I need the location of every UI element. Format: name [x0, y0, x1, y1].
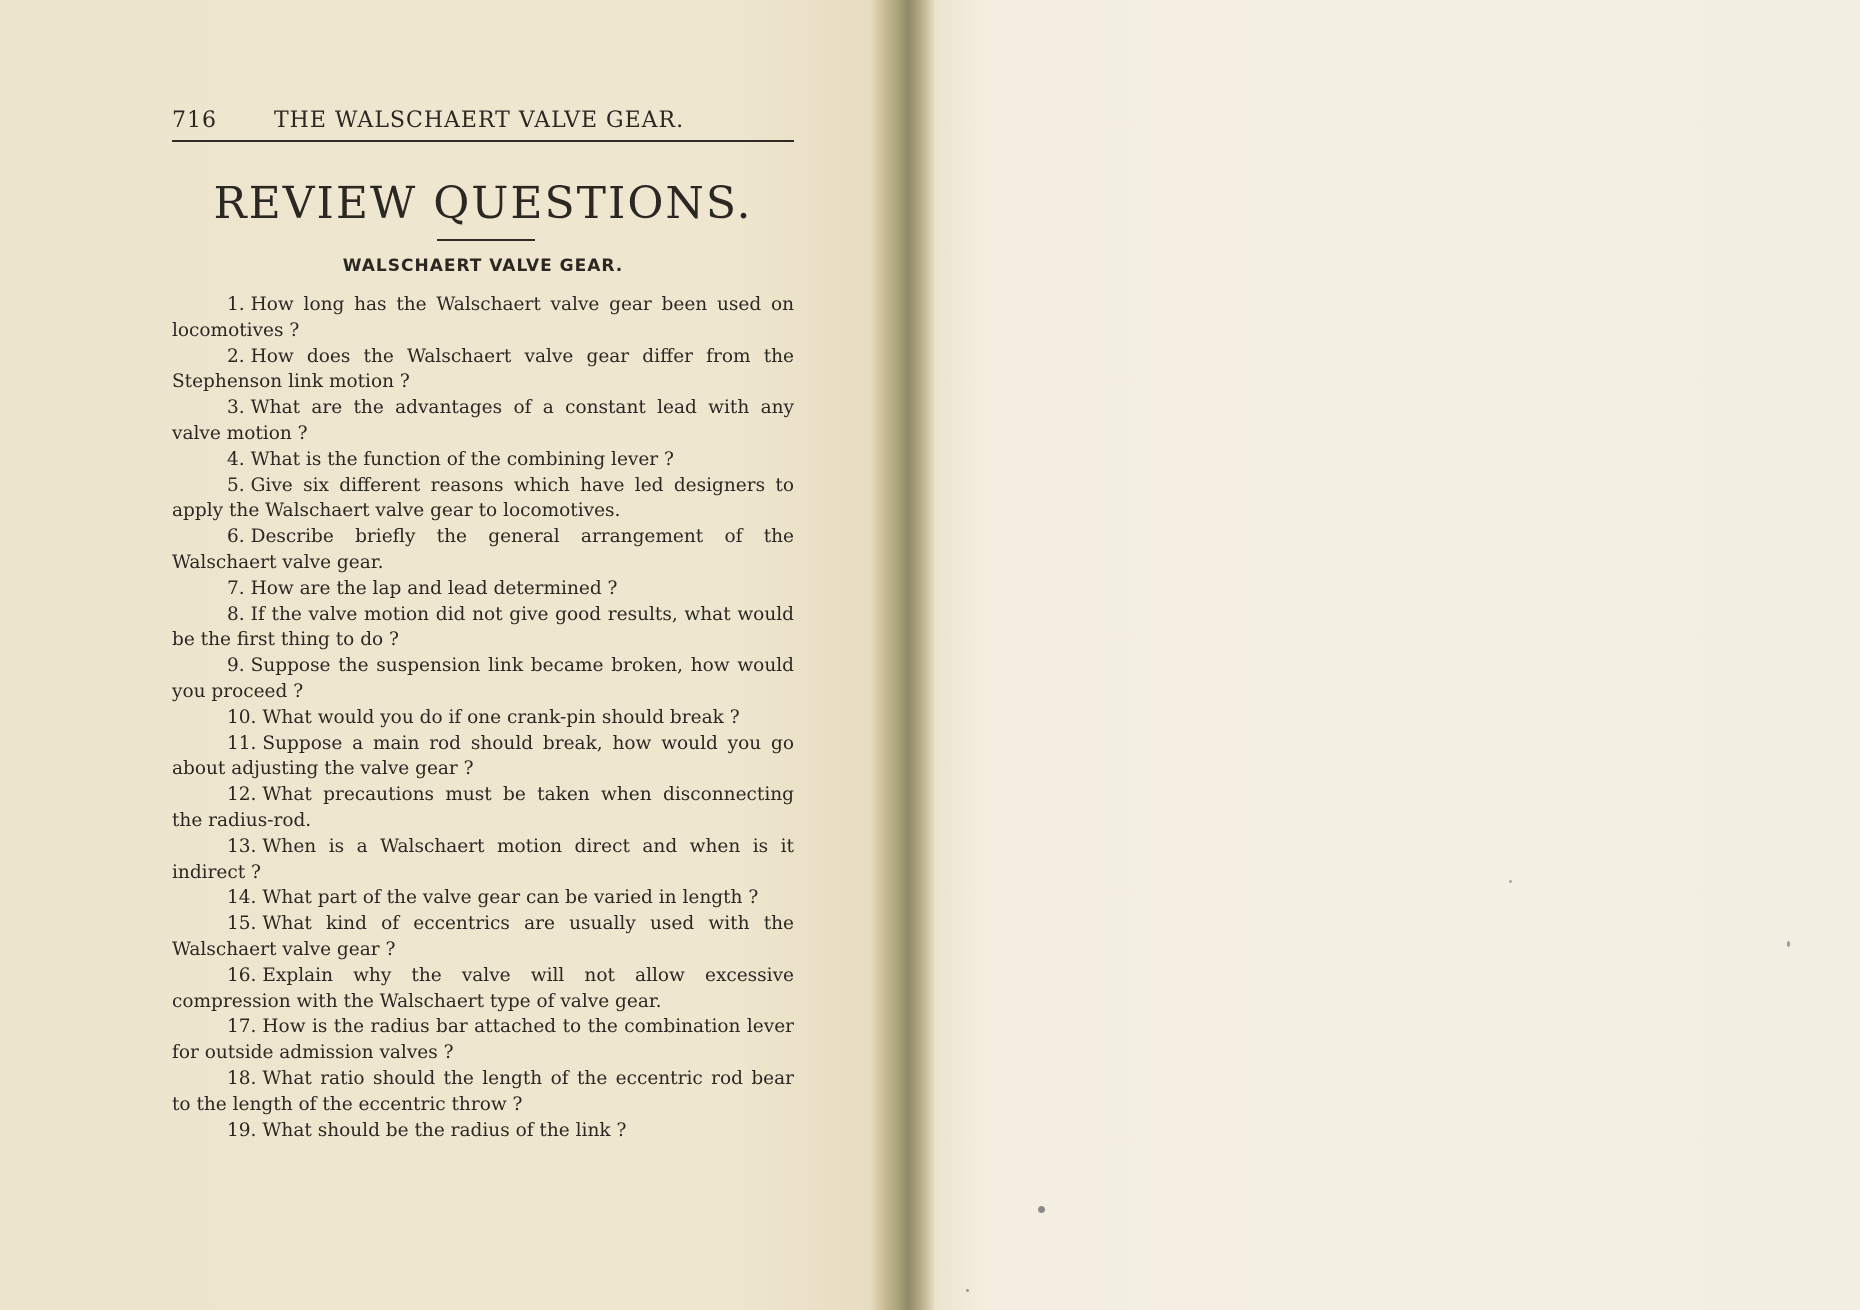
page-header	[172, 106, 794, 142]
question-number: 6.	[227, 526, 245, 548]
question-number: 16.	[227, 964, 257, 986]
question-item	[172, 524, 794, 576]
question-text: Suppose a main rod should break, how would you go about adjusting the valve gear ?	[172, 732, 794, 780]
question-text: What part of the valve gear can be varied in length ?	[262, 887, 759, 909]
question-number: 13.	[227, 835, 257, 857]
question-number: 9.	[227, 655, 245, 677]
paper-speck	[1038, 1206, 1045, 1213]
question-text: How is the radius bar attached to the combination lever for outside admission valves ?	[172, 1016, 794, 1064]
question-number: 15.	[227, 913, 257, 935]
question-text: What is the function of the combining lever ?	[250, 448, 674, 470]
paper-speck	[1787, 941, 1790, 947]
question-number: 8.	[227, 603, 245, 625]
question-text: What precautions must be taken when disconnecting the radius-rod.	[172, 784, 794, 831]
question-item	[172, 834, 794, 886]
question-text: Explain why the valve will not allow excessive compression with the Walschaert type of valve gear.	[172, 964, 794, 1012]
question-text: How are the lap and lead determined ?	[250, 577, 618, 599]
left-page	[0, 0, 920, 1310]
question-item	[172, 782, 794, 834]
question-item	[172, 344, 794, 396]
question-number: 11.	[227, 732, 257, 754]
question-number: 5.	[227, 474, 245, 496]
question-item	[172, 653, 794, 705]
question-item	[172, 1118, 794, 1144]
question-number: 12.	[227, 784, 257, 806]
question-text: When is a Walschaert motion direct and when is it indirect ?	[172, 835, 794, 883]
question-text: What kind of eccentrics are usually used with the Walschaert valve gear ?	[172, 913, 794, 960]
question-number: 4.	[227, 448, 245, 470]
question-text: What ratio should the length of the eccentric rod bear to the length of the eccentric throw ?	[172, 1067, 794, 1115]
question-number: 3.	[227, 397, 245, 419]
question-text: Describe briefly the general arrangement of the Walschaert valve gear.	[172, 526, 794, 573]
question-item	[172, 885, 794, 911]
question-item	[172, 963, 794, 1015]
question-item	[172, 473, 794, 525]
question-text: How does the Walschaert valve gear differ from the Stephenson link motion ?	[172, 345, 794, 393]
question-item	[172, 1014, 794, 1066]
question-number: 7.	[227, 577, 245, 599]
page-title: REVIEW QUESTIONS.	[213, 178, 753, 229]
question-item	[172, 576, 794, 602]
paper-speck	[1509, 880, 1512, 883]
question-item	[172, 705, 794, 731]
question-item	[172, 1066, 794, 1118]
question-text: What are the advantages of a constant lead with any valve motion ?	[172, 397, 794, 444]
question-number: 2.	[227, 345, 245, 367]
question-number: 17.	[227, 1016, 257, 1038]
paper-speck	[966, 1289, 969, 1292]
question-number: 14.	[227, 887, 257, 909]
question-text: Give six different reasons which have led designers to apply the Walschaert valve gear to locomotives.	[172, 474, 794, 522]
title-rule	[437, 239, 535, 241]
section-subtitle: WALSCHAERT VALVE GEAR.	[342, 256, 624, 276]
question-number: 10.	[227, 706, 257, 728]
running-title: THE WALSCHAERT VALVE GEAR.	[274, 108, 685, 133]
question-text: How long has the Walschaert valve gear been used on locomotives ?	[172, 294, 794, 341]
page-number: 716	[172, 108, 217, 133]
book-gutter	[870, 0, 934, 1310]
question-list	[172, 292, 794, 1143]
question-text: If the valve motion did not give good results, what would be the first thing to do ?	[172, 603, 794, 651]
question-text: What should be the radius of the link ?	[262, 1119, 627, 1141]
question-item	[172, 395, 794, 447]
question-text: Suppose the suspension link became broken, how would you proceed ?	[172, 655, 794, 702]
question-item	[172, 447, 794, 473]
right-page	[934, 0, 1860, 1310]
question-text: What would you do if one crank-pin should break ?	[262, 706, 740, 728]
question-item	[172, 292, 794, 344]
question-item	[172, 911, 794, 963]
question-number: 19.	[227, 1119, 257, 1141]
question-number: 1.	[227, 294, 245, 315]
question-number: 18.	[227, 1067, 257, 1089]
question-item	[172, 731, 794, 783]
question-item	[172, 602, 794, 654]
